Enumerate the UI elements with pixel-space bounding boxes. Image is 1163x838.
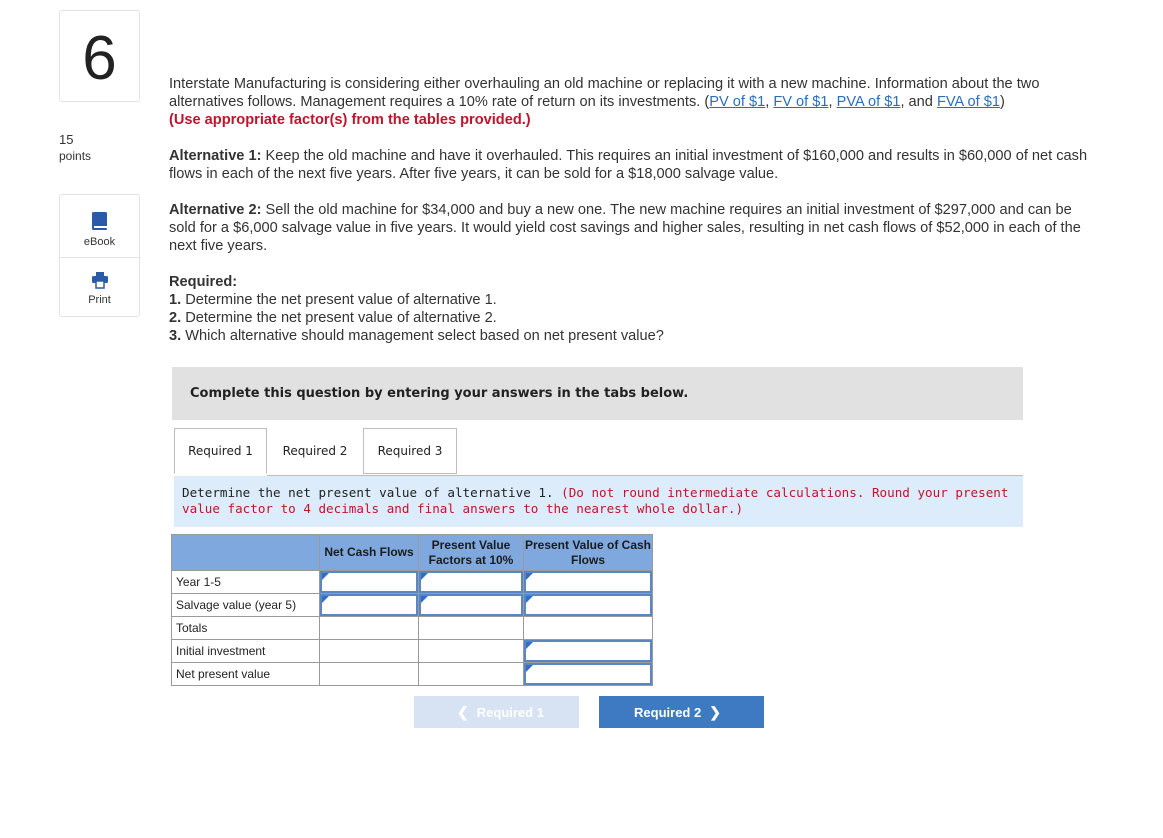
cell — [320, 571, 419, 594]
print-label: Print — [88, 293, 111, 306]
table-row — [172, 640, 653, 663]
table-row — [172, 571, 653, 594]
tab-required-1[interactable]: Required 1 — [174, 428, 267, 474]
print-button[interactable] — [60, 257, 139, 318]
pv-cash-flow-input[interactable] — [524, 594, 652, 616]
cell — [524, 663, 653, 686]
required-num: 2. — [169, 310, 182, 326]
table-row — [172, 594, 653, 617]
row-label: Net present value — [172, 663, 320, 686]
header-net-cash-flows: Net Cash Flows — [320, 535, 419, 571]
cell — [419, 571, 524, 594]
alternative-2 — [169, 201, 1099, 255]
separator: , — [765, 94, 774, 110]
table-header-row — [172, 535, 653, 571]
cell — [524, 617, 653, 640]
intro-text: Interstate Manufacturing is considering either overhauling an old machine or replacing it with a new machine. Information about the two alternatives follows. Management requires a 10% rate of return on its investments. ( — [169, 76, 1040, 110]
pva-table-link[interactable]: PVA of $1 — [836, 94, 901, 110]
fva-table-link[interactable]: FVA of $1 — [936, 94, 1000, 110]
tab-required-3[interactable]: Required 3 — [363, 428, 457, 474]
next-tab-button[interactable] — [599, 696, 764, 728]
tab-instruction — [174, 476, 1023, 527]
required-num: 3. — [169, 328, 182, 344]
row-label: Totals — [172, 617, 320, 640]
pv-cash-flow-input[interactable] — [524, 571, 652, 593]
book-icon — [91, 211, 109, 231]
row-label: Salvage value (year 5) — [172, 594, 320, 617]
cell — [320, 640, 419, 663]
tools-panel — [59, 194, 140, 317]
separator: , and — [900, 94, 937, 110]
question-text — [169, 75, 1099, 345]
points-info — [59, 131, 91, 165]
previous-tab-label: Required 1 — [476, 704, 544, 720]
cell — [524, 594, 653, 617]
alt1-label: Alternative 1: — [169, 148, 262, 164]
table-row — [172, 663, 653, 686]
tab-bar — [174, 428, 457, 475]
pv-factor-input[interactable] — [419, 594, 523, 616]
chevron-left-icon: ❮ — [457, 703, 469, 720]
instruction-main: Determine the net present value of alternative 1. — [182, 485, 554, 500]
next-tab-label: Required 2 — [634, 704, 702, 720]
ebook-label: eBook — [83, 235, 116, 248]
alt2-text: Sell the old machine for $34,000 and buy a new one. The new machine requires an initial investment of $297,000 and can be sold for a $6,000 salvage value in five years. It would yield cost savings and higher sales, resulting in net cash flows of $52,000 in each of the next five years. — [169, 202, 1081, 254]
cell — [419, 640, 524, 663]
required-item-1 — [169, 291, 1099, 309]
instruction-note: (Do not round intermediate calculations. Round your present value factor to 4 decimals and final answers to the nearest whole dollar.) — [182, 485, 1009, 516]
pv-table-link[interactable]: PV of $1 — [709, 94, 766, 110]
required-item-3 — [169, 327, 1099, 345]
cell — [524, 640, 653, 663]
required-item-2 — [169, 309, 1099, 327]
separator: , — [828, 94, 837, 110]
previous-tab-button[interactable] — [414, 696, 579, 728]
intro-paragraph — [169, 75, 1099, 111]
net-present-value-input[interactable] — [524, 663, 652, 685]
cell — [320, 594, 419, 617]
alt1-text: Keep the old machine and have it overhauled. This requires an initial investment of $160,000 and results in $60,000 of net cash flows in each of the next five years. After five years, it can be sold for a $18,000 salvage value. — [169, 148, 1088, 182]
initial-investment-input[interactable] — [524, 640, 652, 662]
tab-required-2[interactable]: Required 2 — [282, 444, 348, 458]
points-label: points — [59, 149, 92, 163]
question-number: 6 — [82, 23, 117, 93]
close-paren: ) — [999, 94, 1005, 110]
row-label: Initial investment — [172, 640, 320, 663]
alternative-1 — [169, 147, 1099, 183]
cell — [419, 594, 524, 617]
factor-note: (Use appropriate factor(s) from the tables provided.) — [169, 112, 531, 128]
net-cash-flow-input[interactable] — [320, 594, 418, 616]
required-text: Determine the net present value of alternative 2. — [181, 310, 497, 326]
cell — [320, 663, 419, 686]
fv-table-link[interactable]: FV of $1 — [773, 94, 829, 110]
chevron-right-icon: ❯ — [709, 703, 721, 720]
cell — [419, 663, 524, 686]
instruction-banner: Complete this question by entering your answers in the tabs below. — [172, 367, 1023, 420]
header-pv-factors: Present Value Factors at 10% — [419, 535, 524, 571]
header-pv-cash-flows: Present Value of Cash Flows — [524, 535, 653, 571]
net-cash-flow-input[interactable] — [320, 571, 418, 593]
question-number-box — [59, 10, 140, 102]
required-text: Which alternative should management select based on net present value? — [181, 328, 664, 344]
pv-factor-input[interactable] — [419, 571, 523, 593]
printer-icon — [91, 271, 109, 289]
alt2-label: Alternative 2: — [169, 202, 262, 218]
header-blank — [172, 535, 320, 571]
cell — [419, 617, 524, 640]
row-label: Year 1-5 — [172, 571, 320, 594]
required-num: 1. — [169, 292, 182, 308]
npv-table — [171, 534, 653, 686]
ebook-button[interactable] — [60, 199, 139, 259]
cell — [524, 571, 653, 594]
required-heading: Required: — [169, 274, 238, 290]
required-text: Determine the net present value of alternative 1. — [181, 292, 497, 308]
table-row — [172, 617, 653, 640]
points-value: 15 — [59, 132, 74, 147]
cell — [320, 617, 419, 640]
